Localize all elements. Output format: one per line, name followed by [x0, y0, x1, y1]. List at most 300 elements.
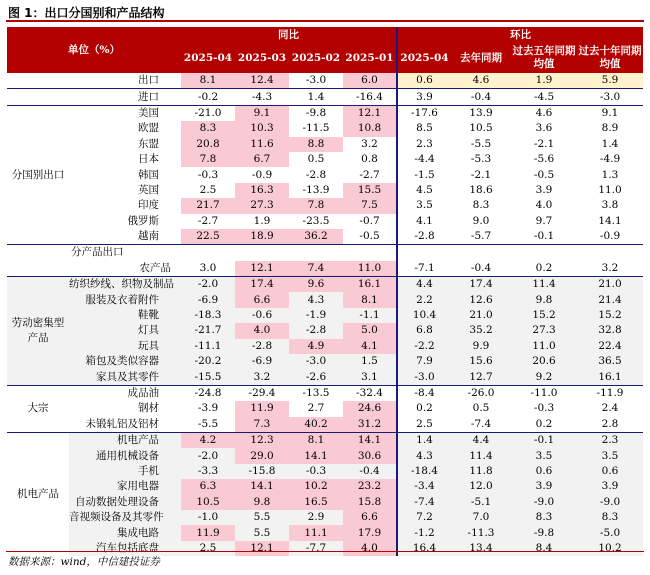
yoy-value: -18.3 — [181, 308, 235, 323]
mom-value: 1.4 — [397, 432, 451, 448]
mom-value: 0.6 — [397, 73, 451, 89]
category-cell: 劳动密集型产品 — [7, 277, 69, 386]
yoy-value: 7.4 — [289, 261, 343, 277]
mom-value: -17.6 — [397, 105, 451, 121]
yoy-value: -15.8 — [235, 464, 289, 479]
mom-value: -7.4 — [470, 417, 492, 430]
yoy-col-header: 2025-03 — [235, 43, 289, 73]
mom-value: 2.3 — [416, 137, 433, 150]
yoy-value: 40.2 — [289, 417, 343, 433]
category-cell: 分国别出口 — [7, 105, 69, 245]
mom-value: 3.5 — [511, 448, 577, 463]
mom-value: 7.2 — [397, 510, 451, 525]
yoy-value: -0.9 — [251, 168, 273, 181]
yoy-value: -15.5 — [181, 369, 235, 385]
row-label: 纺织纱线、织物及制品 — [69, 277, 181, 293]
yoy-value: 6.3 — [181, 479, 235, 494]
yoy-value: 12.1 — [343, 105, 397, 121]
yoy-value: 10.3 — [235, 121, 289, 136]
row-label: 东盟 — [138, 137, 160, 150]
mom-value: -7.1 — [414, 261, 435, 274]
mom-value: -9.0 — [511, 495, 577, 510]
mom-value: -3.0 — [577, 89, 643, 105]
yoy-value: 27.3 — [235, 198, 289, 213]
yoy-value: -0.7 — [343, 214, 397, 229]
yoy-value: 3.0 — [199, 261, 217, 274]
mom-value: 2.8 — [601, 417, 619, 430]
mom-value: -1.2 — [397, 525, 451, 540]
table-row — [7, 308, 643, 323]
yoy-value: 12.1 — [235, 261, 289, 277]
table-row — [7, 417, 643, 433]
row-label: 越南 — [138, 230, 160, 243]
table-row — [7, 198, 643, 213]
category-cell — [7, 89, 69, 105]
mom-value: 3.5 — [416, 199, 433, 212]
mom-value: -5.5 — [470, 137, 492, 150]
yoy-value: 4.9 — [289, 339, 343, 354]
table-row — [7, 448, 643, 463]
mom-value: 9.2 — [511, 369, 577, 385]
yoy-value: 11.6 — [235, 137, 289, 152]
yoy-value: -21.0 — [181, 105, 235, 121]
mom-value: 7.0 — [451, 510, 511, 525]
mom-value: -2.2 — [397, 339, 451, 354]
mom-value: -9.0 — [577, 495, 643, 510]
mom-value: 20.6 — [511, 354, 577, 369]
category-cell — [7, 73, 69, 89]
row-label: 分产品出口 — [69, 245, 181, 261]
mom-value: -0.5 — [533, 168, 555, 181]
table-row — [7, 479, 643, 494]
yoy-value: -11.1 — [181, 339, 235, 354]
yoy-value: -21.7 — [181, 323, 235, 338]
yoy-value: 14.1 — [343, 432, 397, 448]
mom-value: 21.4 — [577, 292, 643, 307]
yoy-value: -32.4 — [343, 385, 397, 401]
mom-value — [577, 245, 643, 261]
table-row — [7, 214, 643, 229]
mom-value: 2.3 — [577, 432, 643, 448]
table-row — [7, 292, 643, 307]
yoy-value: 3.1 — [343, 369, 397, 385]
yoy-value: -3.9 — [197, 402, 219, 415]
yoy-value: 29.0 — [235, 448, 289, 463]
yoy-value: 30.6 — [343, 448, 397, 463]
mom-value: 3.8 — [601, 199, 619, 212]
yoy-value: 3.2 — [343, 137, 397, 152]
row-label: 俄罗斯 — [127, 214, 160, 227]
yoy-value: -23.5 — [302, 214, 330, 227]
mom-value: 2.5 — [416, 417, 433, 430]
yoy-value: 6.0 — [343, 73, 397, 89]
yoy-value: 14.1 — [289, 448, 343, 463]
row-label: 欧盟 — [138, 122, 160, 135]
mom-value: 0.6 — [577, 464, 643, 479]
mom-value: 32.8 — [577, 323, 643, 338]
yoy-value: 2.9 — [289, 510, 343, 525]
row-label: 韩国 — [138, 168, 160, 181]
mom-value: 11.0 — [511, 339, 577, 354]
yoy-value: 11.0 — [343, 261, 397, 277]
source-note: 数据来源：wind，中信建投证券 — [8, 556, 160, 568]
mom-value: 8.9 — [601, 122, 619, 135]
mom-value: 6.8 — [397, 323, 451, 338]
yoy-value: 10.8 — [343, 121, 397, 136]
mom-value: 2.4 — [601, 402, 619, 415]
mom-value: -8.4 — [397, 385, 451, 401]
row-label: 自动数据处理设备 — [69, 495, 181, 510]
table-row — [7, 385, 643, 401]
category-cell: 大宗 — [7, 385, 69, 432]
table-row — [7, 369, 643, 385]
mom-value: -5.6 — [533, 153, 555, 166]
yoy-value: 0.8 — [343, 152, 397, 167]
yoy-value: 16.5 — [289, 495, 343, 510]
yoy-value: 31.2 — [343, 417, 397, 433]
yoy-value: 15.5 — [343, 183, 397, 198]
table-row — [7, 73, 643, 89]
row-label: 未锻轧铝及铝材 — [85, 417, 160, 430]
row-label: 美国 — [69, 105, 181, 121]
mom-value: -26.0 — [451, 385, 511, 401]
mom-value: 22.4 — [577, 339, 643, 354]
mom-value: 4.6 — [451, 73, 511, 89]
yoy-value: 9.1 — [235, 105, 289, 121]
row-label: 箱包及类似容器 — [69, 354, 181, 369]
mom-value: -11.9 — [577, 385, 643, 401]
mom-value — [451, 245, 511, 261]
row-label: 农产品 — [139, 261, 172, 274]
mom-value: 15.6 — [451, 354, 511, 369]
mom-value: 10.4 — [397, 308, 451, 323]
mom-value: 3.9 — [511, 479, 577, 494]
mom-value: -0.4 — [470, 261, 492, 274]
mom-value: -0.1 — [533, 230, 555, 243]
mom-value: 1.3 — [601, 168, 619, 181]
mom-value: -11.0 — [511, 385, 577, 401]
table-row — [7, 183, 643, 198]
row-label: 出口 — [138, 74, 160, 87]
yoy-value: -5.5 — [197, 417, 219, 430]
mom-value: 12.7 — [451, 369, 511, 385]
mom-value: 8.3 — [577, 510, 643, 525]
table-row — [7, 261, 643, 277]
yoy-value: -2.8 — [305, 168, 327, 181]
mom-value: 21.0 — [451, 308, 511, 323]
mom-value: 9.1 — [577, 105, 643, 121]
yoy-value: 10.5 — [181, 495, 235, 510]
mom-value: -9.8 — [511, 525, 577, 540]
yoy-value: 8.1 — [343, 292, 397, 307]
yoy-value — [181, 245, 235, 261]
yoy-value: 17.4 — [235, 277, 289, 293]
mom-value: 18.6 — [469, 183, 493, 196]
mom-value: 3.6 — [535, 122, 553, 135]
yoy-value: -2.6 — [289, 369, 343, 385]
yoy-value: -0.3 — [197, 168, 219, 181]
yoy-value: 11.9 — [181, 525, 235, 540]
row-label: 手机 — [69, 464, 181, 479]
yoy-value: 12.4 — [235, 73, 289, 89]
yoy-header: 同比 — [181, 27, 397, 43]
table-row — [7, 525, 643, 540]
mom-value: 4.5 — [416, 183, 433, 196]
yoy-value: 4.1 — [343, 339, 397, 354]
mom-value: 12.6 — [451, 292, 511, 307]
row-label: 音视频设备及其零件 — [69, 510, 181, 525]
yoy-value: 12.3 — [235, 432, 289, 448]
mom-value: 4.4 — [397, 277, 451, 293]
yoy-value: -1.0 — [181, 510, 235, 525]
mom-value: 10.5 — [469, 122, 493, 135]
table-row — [7, 137, 643, 152]
yoy-value: -2.0 — [181, 448, 235, 463]
row-label: 日本 — [138, 153, 160, 166]
mom-value: 17.4 — [451, 277, 511, 293]
yoy-value: -6.9 — [181, 292, 235, 307]
yoy-value: -2.7 — [343, 167, 397, 182]
row-label: 成品油 — [69, 385, 181, 401]
yoy-value: 6.7 — [235, 152, 289, 167]
table-row — [7, 464, 643, 479]
mom-value: 2.2 — [397, 292, 451, 307]
table-row — [7, 495, 643, 510]
row-label: 通用机械设备 — [69, 448, 181, 463]
yoy-value: -3.3 — [181, 464, 235, 479]
yoy-col-header: 2025-04 — [181, 43, 235, 73]
yoy-value: -2.8 — [235, 339, 289, 354]
figure-title: 图 1：出口分国别和产品结构 — [8, 6, 165, 20]
mom-value: 3.9 — [397, 89, 451, 105]
category-cell: 机电产品 — [7, 432, 69, 556]
yoy-value: 11.1 — [289, 525, 343, 540]
category-cell — [7, 245, 69, 277]
mom-value — [511, 245, 577, 261]
row-label: 进口 — [69, 89, 181, 105]
footer-rule — [6, 551, 644, 552]
mom-header: 环比 — [397, 27, 643, 43]
mom-col-header: 过去五年同期均值 — [511, 43, 577, 73]
mom-value: -5.3 — [470, 153, 492, 166]
table-row — [7, 354, 643, 369]
yoy-value: 1.9 — [253, 214, 271, 227]
yoy-value: 16.1 — [343, 277, 397, 293]
yoy-value: 10.2 — [289, 479, 343, 494]
yoy-value: -0.2 — [181, 89, 235, 105]
mom-value: -5.0 — [577, 525, 643, 540]
mom-value: 35.2 — [451, 323, 511, 338]
mom-value: 11.0 — [598, 183, 622, 196]
yoy-value: 24.6 — [343, 401, 397, 416]
yoy-value: 6.6 — [235, 292, 289, 307]
mom-value: -11.3 — [451, 525, 511, 540]
mom-value: 1.4 — [601, 137, 619, 150]
mom-value: 0.2 — [416, 402, 433, 415]
mom-value: 4.6 — [511, 105, 577, 121]
mom-value: -1.5 — [414, 168, 435, 181]
yoy-value: 14.1 — [235, 479, 289, 494]
mom-value: 10.2 — [577, 541, 643, 556]
yoy-value: 3.2 — [235, 369, 289, 385]
table-row — [7, 510, 643, 525]
yoy-value: -3.0 — [289, 354, 343, 369]
yoy-value: -2.0 — [181, 277, 235, 293]
yoy-value: 5.5 — [235, 525, 289, 540]
yoy-value — [343, 245, 397, 261]
row-label: 灯具 — [69, 323, 181, 338]
yoy-value: 7.3 — [235, 417, 289, 433]
table-row — [7, 323, 643, 338]
yoy-value: -2.7 — [197, 214, 219, 227]
table-row — [7, 105, 643, 121]
mom-value: 8.5 — [416, 122, 433, 135]
table-row — [7, 339, 643, 354]
mom-value: 4.1 — [416, 214, 433, 227]
yoy-value — [289, 245, 343, 261]
yoy-value: 36.2 — [289, 229, 343, 245]
yoy-value: 8.1 — [181, 73, 235, 89]
table-row — [7, 277, 643, 293]
yoy-value: 7.8 — [289, 198, 343, 213]
mom-value: 8.3 — [511, 510, 577, 525]
mom-value: -18.4 — [397, 464, 451, 479]
yoy-value: 4.0 — [235, 323, 289, 338]
yoy-value: 2.5 — [199, 183, 217, 196]
yoy-value: -0.3 — [289, 464, 343, 479]
mom-value: -2.1 — [533, 137, 555, 150]
mom-value: 4.0 — [535, 199, 553, 212]
mom-value: -4.5 — [511, 89, 577, 105]
yoy-value: 4.0 — [343, 541, 397, 556]
mom-value: 4.4 — [451, 432, 511, 448]
yoy-value: 4.2 — [181, 432, 235, 448]
mom-col-header: 过去十年同期均值 — [577, 43, 643, 73]
row-label: 英国 — [138, 183, 160, 196]
yoy-value: -0.6 — [235, 308, 289, 323]
row-label: 印度 — [138, 199, 160, 212]
mom-value: -0.3 — [533, 402, 555, 415]
mom-value: -4.4 — [414, 153, 435, 166]
yoy-value: 22.5 — [181, 229, 235, 245]
mom-value: 21.0 — [577, 277, 643, 293]
mom-value: 15.2 — [511, 308, 577, 323]
row-label: 家用电器 — [69, 479, 181, 494]
mom-value: -0.1 — [511, 432, 577, 448]
mom-value: 3.9 — [535, 183, 553, 196]
mom-col-header: 去年同期 — [451, 43, 511, 73]
yoy-value: 8.1 — [289, 432, 343, 448]
yoy-value: 4.3 — [289, 292, 343, 307]
mom-value: 1.9 — [511, 73, 577, 89]
row-label: 家具及其零件 — [69, 369, 181, 385]
row-label: 机电产品 — [69, 432, 181, 448]
export-structure-table — [7, 27, 643, 556]
table-row — [7, 89, 643, 105]
yoy-value: 23.2 — [343, 479, 397, 494]
yoy-value: -9.8 — [289, 105, 343, 121]
yoy-value: 12.1 — [235, 541, 289, 556]
yoy-value: 9.6 — [289, 277, 343, 293]
mom-value: -0.4 — [451, 89, 511, 105]
mom-value: 0.6 — [511, 464, 577, 479]
yoy-value: 8.3 — [181, 121, 235, 136]
yoy-value: -0.5 — [343, 229, 397, 245]
table-row — [7, 229, 643, 245]
row-label: 集成电路 — [69, 525, 181, 540]
mom-value: 9.8 — [511, 292, 577, 307]
yoy-value: 20.8 — [181, 137, 235, 152]
mom-value: 13.9 — [451, 105, 511, 121]
mom-value: -3.4 — [397, 479, 451, 494]
table-row — [7, 121, 643, 136]
yoy-value: -20.2 — [181, 354, 235, 369]
mom-value: 7.9 — [397, 354, 451, 369]
yoy-value: -24.8 — [181, 385, 235, 401]
yoy-value: 18.9 — [235, 229, 289, 245]
title-rule — [6, 20, 644, 22]
yoy-value: 9.8 — [235, 495, 289, 510]
yoy-value: 2.7 — [307, 402, 325, 415]
yoy-value: -7.7 — [289, 541, 343, 556]
yoy-value: -13.5 — [289, 385, 343, 401]
mom-value: 11.4 — [511, 277, 577, 293]
yoy-value: 5.5 — [235, 510, 289, 525]
table-row — [7, 167, 643, 182]
yoy-value: 2.5 — [181, 541, 235, 556]
mom-value: -3.0 — [397, 369, 451, 385]
mom-value: -5.7 — [470, 230, 492, 243]
mom-value: 27.3 — [511, 323, 577, 338]
mom-value: -5.1 — [451, 495, 511, 510]
yoy-value: -0.4 — [343, 464, 397, 479]
mom-value: 15.2 — [577, 308, 643, 323]
mom-value: 8.4 — [511, 541, 577, 556]
mom-value: -7.4 — [397, 495, 451, 510]
yoy-value: -29.4 — [235, 385, 289, 401]
mom-value: 16.1 — [577, 369, 643, 385]
yoy-value: -4.3 — [235, 89, 289, 105]
mom-value: 9.7 — [535, 214, 553, 227]
mom-value: 0.2 — [535, 261, 553, 274]
yoy-value: 11.9 — [235, 401, 289, 416]
mom-value: 8.3 — [472, 199, 490, 212]
mom-value: 0.5 — [472, 402, 490, 415]
mom-value: 3.5 — [577, 448, 643, 463]
mom-value: 4.3 — [397, 448, 451, 463]
mom-value: 11.4 — [451, 448, 511, 463]
yoy-value: -13.9 — [302, 183, 330, 196]
yoy-value: -6.9 — [235, 354, 289, 369]
row-label: 汽车包括底盘 — [69, 541, 181, 556]
mom-value: 36.5 — [577, 354, 643, 369]
row-label: 钢材 — [138, 402, 160, 415]
yoy-value: 16.3 — [235, 183, 289, 198]
yoy-value: 1.4 — [289, 89, 343, 105]
yoy-value — [235, 245, 289, 261]
yoy-value: 17.9 — [343, 525, 397, 540]
mom-value — [397, 245, 451, 261]
mom-value: -0.9 — [599, 230, 621, 243]
mom-value: 5.9 — [577, 73, 643, 89]
yoy-value: 8.8 — [289, 137, 343, 152]
mom-value: -2.1 — [470, 168, 492, 181]
mom-value: 9.0 — [472, 214, 490, 227]
mom-value: -2.8 — [414, 230, 435, 243]
row-label: 鞋靴 — [69, 308, 181, 323]
table-row — [7, 245, 643, 261]
yoy-value: 1.5 — [343, 354, 397, 369]
